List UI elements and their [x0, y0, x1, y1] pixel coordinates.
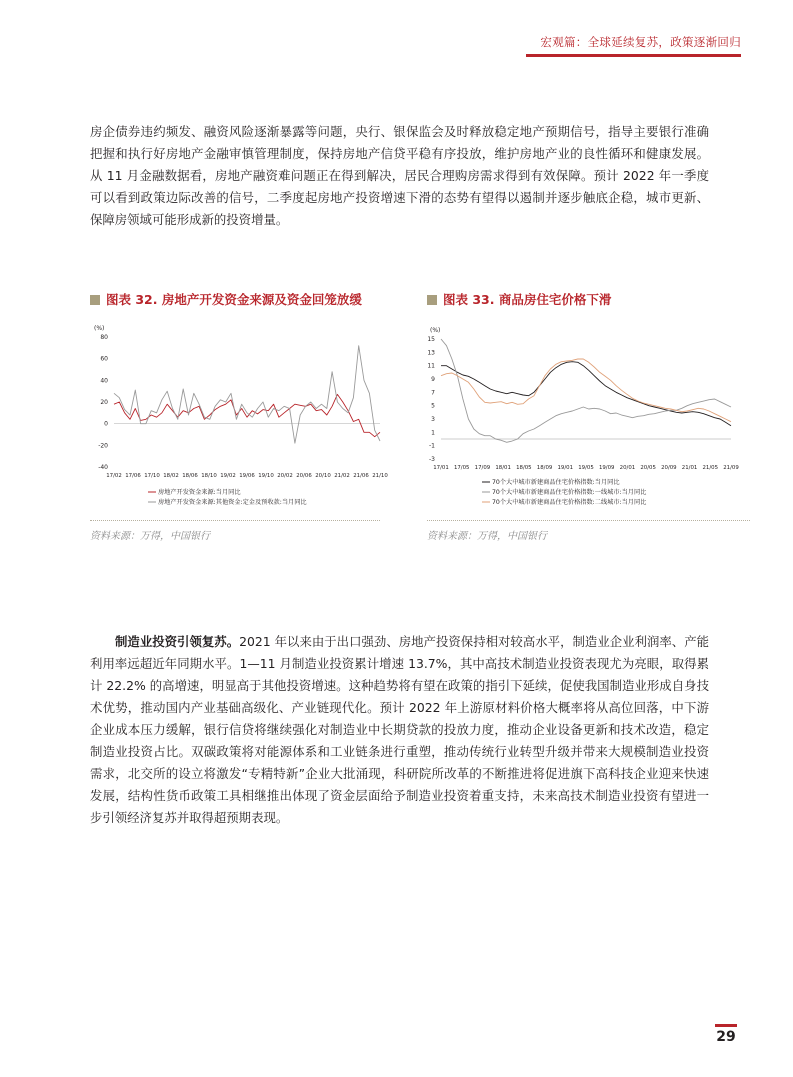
y-tick-label: 15	[427, 336, 435, 343]
y-tick-label: 0	[104, 420, 108, 428]
x-tick-label: 18/09	[536, 465, 553, 471]
y-tick-label: 5	[431, 402, 435, 410]
y-tick-label: 80	[100, 334, 108, 341]
legend-label-1: 70个大中城市新建商品住宅价格指数:当月同比	[492, 479, 620, 486]
chart-housing-prices	[427, 318, 750, 518]
y-tick-label: -3	[429, 456, 435, 463]
y-tick-label: 3	[431, 416, 435, 423]
legend-label-1: 房地产开发资金来源:当月同比	[158, 489, 241, 496]
figure-33-source: 资料来源：万得，中国银行	[427, 531, 547, 542]
paragraph-2	[90, 631, 709, 829]
x-tick-label: 19/05	[578, 465, 594, 471]
x-tick-label: 20/02	[277, 473, 293, 479]
x-tick-label: 17/05	[453, 465, 470, 471]
y-axis-unit: (%)	[94, 325, 105, 332]
y-tick-label: 20	[100, 399, 108, 406]
x-tick-label: 18/06	[182, 473, 198, 479]
y-tick-label: 11	[427, 362, 435, 370]
x-tick-label: 20/09	[661, 465, 677, 471]
x-tick-label: 21/02	[334, 473, 350, 479]
x-tick-label: 17/09	[474, 465, 491, 471]
x-tick-label: 19/09	[598, 465, 615, 471]
x-tick-label: 21/10	[372, 473, 388, 479]
x-tick-label: 17/10	[144, 473, 160, 479]
figure-33-title	[427, 290, 611, 308]
series-line-1	[441, 362, 731, 426]
y-tick-label: -40	[98, 464, 108, 471]
x-tick-label: 21/05	[702, 465, 719, 471]
y-tick-label: 40	[100, 377, 108, 385]
series-line-1	[114, 394, 380, 436]
paragraph-2-lead: 制造业投资引领复苏。	[115, 634, 240, 649]
figure-33-title-text: 图表 33. 商品房住宅价格下滑	[443, 292, 612, 307]
chart-real-estate-funding	[90, 318, 390, 518]
figure-marker-icon	[90, 295, 100, 305]
x-tick-label: 19/01	[557, 465, 574, 471]
x-tick-label: 17/06	[125, 473, 141, 479]
legend-label-3: 70个大中城市新建商品住宅价格指数:二线城市:当月同比	[492, 499, 647, 506]
x-tick-label: 18/01	[495, 465, 511, 471]
x-tick-label: 19/02	[220, 473, 236, 479]
x-tick-label: 21/01	[681, 465, 698, 471]
page-number-rule	[715, 1024, 737, 1027]
series-line-2	[441, 339, 731, 442]
x-tick-label: 20/01	[619, 465, 636, 471]
figure-32-title-text: 图表 32. 房地产开发资金来源及资金回笼放缓	[106, 292, 362, 307]
y-tick-label: 7	[431, 389, 435, 397]
y-tick-label: 9	[431, 376, 435, 383]
y-tick-label: 13	[427, 349, 435, 357]
legend-label-2: 房地产开发资金来源:其他资金:定金及预收款:当月同比	[158, 499, 307, 506]
x-tick-label: 20/10	[315, 473, 331, 479]
x-tick-label: 20/05	[640, 465, 656, 471]
figure-33-divider	[427, 520, 750, 521]
y-tick-label: 60	[100, 355, 108, 363]
page-number: 29	[716, 1029, 736, 1045]
figure-marker-icon	[427, 295, 437, 305]
y-axis-unit: (%)	[430, 327, 441, 334]
x-tick-label: 19/10	[258, 473, 274, 479]
y-tick-label: -1	[429, 442, 435, 450]
figure-32-title	[90, 290, 362, 308]
paragraph-1: 房企债券违约频发、融资风险逐渐暴露等问题，央行、银保监会及时释放稳定地产预期信号，指导主要银行准确把握和执行好房地产金融审慎管理制度，保持房地产信贷平稳有序投放，维护房地产业的良性循环和健康发展。从 11 月金融数据看，房地产融资难问题正在得到解决，居民合理购房需求得到有效保障。预计 2022 年一季度可以看到政策边际改善的信号，二季度起房地产投资增速下滑的态势有望得以遏制并逐步触底企稳，城市更新、保障房领域可能形成新的投资增量。	[90, 124, 709, 227]
header-rule	[526, 54, 741, 57]
x-tick-label: 17/02	[106, 473, 122, 479]
series-line-2	[114, 346, 380, 444]
x-tick-label: 21/09	[723, 465, 739, 471]
y-tick-label: 1	[431, 429, 435, 437]
paragraph-2-body: 2021 年以来由于出口强劲、房地产投资保持相对较高水平，制造业企业利润率、产能利用率远超近年同期水平。1—11 月制造业投资累计增速 13.7%，其中高技术制造业投资表现尤为亮眼，取得累计 22.2% 的高增速，明显高于其他投资增速。这种趋势将有望在政策的指引下延续，促使我国制造业形成自身技术优势，推动国内产业基础高级化、产业链现代化。预计 2022 年上游原材料价格大概率将从高位回落，中下游企业成本压力缓解，银行信贷将继续强化对制造业中长期贷款的投放力度，推动企业设备更新和技术改造，稳定制造业投资占比。双碳政策将对能源体系和工业链条进行重塑，推动传统行业转型升级并带来大规模制造业投资需求，北交所的设立将激发“专精特新”企业大批涌现，科研院所改革的不断推进将促进旗下高科技企业迎来快速发展，结构性货币政策工具相继推出体现了资金层面给予制造业投资着重支持，未来高技术制造业投资有望进一步引领经济复苏并取得超预期表现。	[90, 634, 709, 825]
legend-label-2: 70个大中城市新建商品住宅价格指数:一线城市:当月同比	[492, 489, 647, 496]
x-tick-label: 18/05	[516, 465, 532, 471]
x-tick-label: 21/06	[353, 473, 369, 479]
figure-32-source: 资料来源：万得，中国银行	[90, 531, 210, 542]
figure-32-divider	[90, 520, 380, 521]
header-title: 宏观篇：全球延续复苏，政策逐渐回归	[540, 35, 741, 49]
x-tick-label: 18/10	[201, 473, 217, 479]
x-tick-label: 17/01	[433, 465, 449, 471]
x-tick-label: 18/02	[163, 473, 179, 479]
y-tick-label: -20	[98, 442, 108, 450]
x-tick-label: 20/06	[296, 473, 312, 479]
x-tick-label: 19/06	[239, 473, 255, 479]
